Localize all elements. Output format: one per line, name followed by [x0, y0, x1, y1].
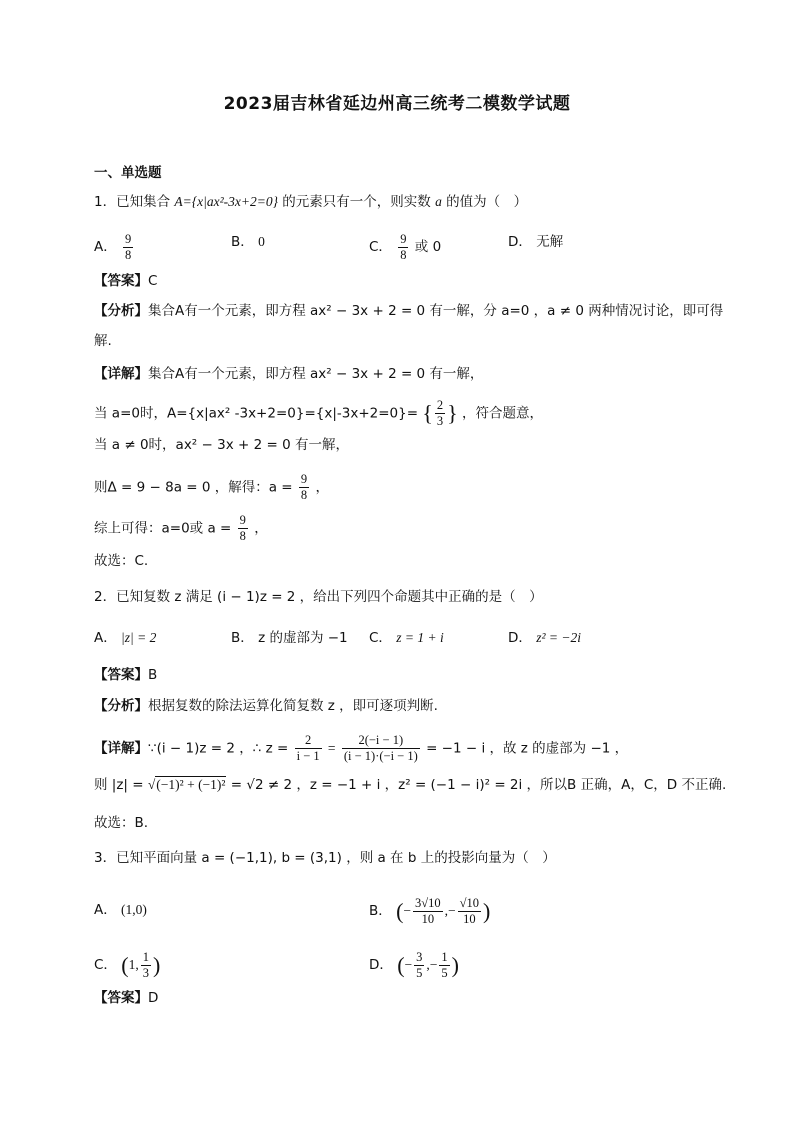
numerator: √10 [459, 896, 480, 910]
q2-choose: 故选：B. [94, 815, 149, 831]
q1-detail-2 [94, 398, 543, 429]
analysis-tag: 【分析】 [94, 698, 148, 714]
fraction [435, 398, 445, 429]
numerator: 3√10 [415, 896, 441, 910]
fraction [458, 896, 481, 927]
equals-sign: = [327, 740, 336, 756]
option-label: C． [94, 957, 117, 973]
fraction [141, 950, 151, 981]
numerator: 1 [441, 950, 448, 964]
numerator: 9 [300, 472, 308, 486]
q2-stem: 2．已知复数 z 满足 (i − 1)z = 2 ，给出下列四个命题其中正确的是（ ） [94, 589, 543, 605]
fraction [342, 733, 420, 764]
value-one: 1, [128, 957, 139, 972]
paren-left: ( [397, 952, 405, 978]
detail-text: 则 |z| = [94, 777, 144, 793]
q2-detail-1 [94, 733, 628, 764]
q2-detail-2 [94, 775, 726, 795]
option-label: A． [94, 630, 117, 646]
q1-analysis [94, 301, 723, 321]
q2-option-a [94, 628, 156, 648]
denominator: 5 [441, 966, 448, 980]
denominator: 10 [463, 912, 476, 926]
fraction [299, 472, 309, 503]
q1-detail-4 [94, 472, 329, 503]
option-label: D． [508, 234, 532, 250]
q1-set-expr: A={x|ax²-3x+2=0} [174, 194, 278, 209]
q1-stem [94, 192, 527, 212]
option-label: C． [369, 239, 392, 255]
q3-option-c [94, 950, 160, 981]
q1-option-a [94, 232, 135, 263]
q3-stem: 3．已知平面向量 a = (−1,1), b = (3,1) ，则 a 在 b 上的投影向量为（ ） [94, 850, 556, 866]
q2-option-b [231, 628, 348, 648]
q1-option-c [369, 232, 441, 263]
fraction [123, 232, 133, 263]
fraction [414, 950, 424, 981]
detail-text: 则Δ = 9 − 8a = 0 ，解得：a = [94, 479, 293, 496]
paren-left: ( [121, 952, 129, 978]
section-heading: 一、单选题 [94, 165, 162, 181]
option-value: z 的虚部为 −1 [258, 630, 348, 646]
q3-option-a [94, 900, 147, 920]
q1-detail-3: 当 a ≠ 0时，ax² − 3x + 2 = 0 有一解， [94, 437, 349, 453]
detail-tag: 【详解】 [94, 740, 148, 757]
detail-text: = √2 ≠ 2 ，z = −1 + i ，z² = (−1 − i)² = 2i ，所以B 正确，A，C，D 不正确. [230, 777, 727, 793]
denominator: 8 [300, 488, 308, 502]
q2-analysis [94, 696, 438, 716]
brace-left: { [422, 400, 433, 426]
option-label: D． [508, 630, 532, 646]
sqrt-radicand: (−1)² + (−1)² [156, 777, 226, 792]
option-label: A． [94, 239, 117, 255]
denominator: 10 [421, 912, 435, 926]
option-label: B． [231, 234, 254, 250]
option-value: 0 [258, 234, 265, 249]
numerator: 9 [239, 513, 246, 527]
answer-tag: 【答案】 [94, 273, 148, 289]
answer-value: C [148, 273, 158, 289]
q1-choose: 故选：C. [94, 553, 149, 569]
option-value: (1,0) [121, 902, 147, 917]
brace-right: } [447, 400, 458, 426]
q1-stem-prefix: 1．已知集合 [94, 194, 171, 210]
analysis-text: 集合A有一个元素，即方程 ax² − 3x + 2 = 0 有一解，分 a=0 ，a ≠ 0 两种情况讨论，即可得 [148, 303, 724, 319]
q1-detail-5 [94, 513, 268, 544]
q1-stem-end: 的值为（ ） [446, 194, 528, 210]
denominator: 8 [125, 248, 132, 262]
numerator: 2(−i − 1) [342, 733, 420, 749]
detail-text: ，符合题意， [462, 405, 544, 422]
option-label: B． [369, 903, 392, 919]
numerator: 9 [400, 232, 407, 246]
paren-right: ) [451, 952, 459, 978]
option-label: C． [369, 630, 392, 646]
q2-option-c [369, 628, 444, 648]
option-value: |z| = 2 [121, 630, 157, 645]
detail-text: ∵(i − 1)z = 2 ，∴ z = [148, 740, 289, 757]
detail-text: ， [254, 520, 268, 537]
denominator: 3 [142, 966, 149, 980]
fraction [295, 733, 322, 764]
sqrt-symbol: √ [147, 777, 156, 792]
q1-option-b [231, 232, 265, 252]
q3-answer [94, 988, 158, 1008]
numerator: 3 [416, 950, 423, 964]
analysis-tag: 【分析】 [94, 303, 148, 319]
denominator: 8 [239, 529, 246, 543]
minus-sign: − [403, 903, 412, 918]
q1-detail-1 [94, 364, 483, 384]
detail-text: 综上可得：a=0或 a = [94, 520, 232, 537]
comma-minus: ,− [426, 957, 438, 972]
q1-var: a [435, 194, 442, 209]
q1-analysis-cont: 解. [94, 333, 112, 349]
q3-option-b [369, 896, 490, 927]
q1-option-d [508, 232, 563, 252]
detail-tag: 【详解】 [94, 366, 148, 382]
fraction [398, 232, 408, 263]
paren-right: ) [152, 952, 161, 978]
paren-left: ( [396, 898, 404, 924]
numerator: 9 [125, 232, 132, 246]
minus-sign: − [404, 957, 413, 972]
numerator: 2 [436, 398, 444, 412]
option-value: 或 0 [414, 239, 442, 255]
option-label: B． [231, 630, 254, 646]
denominator: 5 [416, 966, 423, 980]
page-title: 2023届吉林省延边州高三统考二模数学试题 [223, 94, 571, 114]
fraction [413, 896, 443, 927]
numerator: 2 [295, 733, 322, 749]
detail-text: 集合A有一个元素，即方程 ax² − 3x + 2 = 0 有一解， [148, 366, 484, 382]
answer-tag: 【答案】 [94, 667, 148, 683]
answer-value: D [148, 990, 159, 1006]
fraction [439, 950, 449, 981]
comma-minus: ,− [444, 903, 456, 918]
detail-text: 当 a=0时，A={x|ax² -3x+2=0}={x|-3x+2=0}= [94, 405, 419, 422]
q1-answer [94, 271, 157, 291]
fraction [238, 513, 248, 544]
q2-option-d [508, 628, 581, 648]
option-value: z = 1 + i [396, 630, 444, 645]
paren-right: ) [483, 898, 491, 924]
option-label: D． [369, 957, 393, 973]
q2-answer [94, 665, 157, 685]
q3-option-d [369, 950, 459, 981]
denominator: (i − 1)·(−i − 1) [343, 749, 418, 763]
detail-text: = −1 − i ，故 z 的虚部为 −1 ， [426, 740, 629, 757]
numerator: 1 [142, 950, 149, 964]
q1-stem-suffix: 的元素只有一个，则实数 [282, 194, 431, 210]
answer-value: B [148, 667, 158, 683]
option-value: 无解 [536, 234, 564, 250]
option-label: A． [94, 902, 117, 918]
option-value: z² = −2i [536, 630, 581, 645]
answer-tag: 【答案】 [94, 990, 148, 1006]
denominator: 3 [436, 414, 444, 428]
denominator: i − 1 [296, 749, 320, 763]
detail-text: ， [315, 479, 329, 496]
denominator: 8 [400, 248, 407, 262]
analysis-text: 根据复数的除法运算化简复数 z ，即可逐项判断. [148, 698, 438, 714]
